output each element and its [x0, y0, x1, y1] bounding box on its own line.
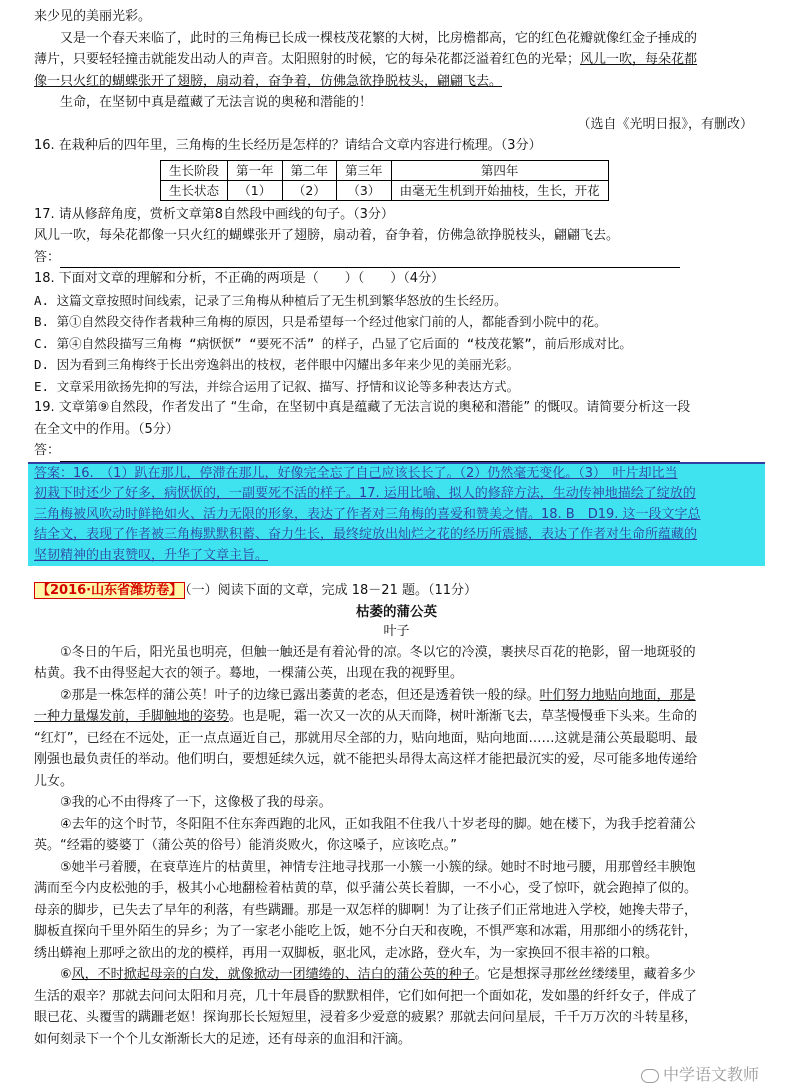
essay-line: 刚强也最负责任的举动。他们明白，要想延续久远，就不能把头昂得太高这样才能把最沉实的爱，尽可能多地传递给	[34, 752, 698, 767]
table-cell: （3）	[337, 180, 392, 200]
essay-line: 枯黄。我不由得竖起大衣的领子。蓦地，一棵蒲公英，出现在我的视野里。	[34, 666, 464, 681]
answer-key-line: 答案：16. （1）趴在那儿，停滞在那儿，好像完全忘了自己应该长长了。（2）仍然毫无变化。（3） 叶片却比当	[34, 465, 678, 481]
table-cell: 由毫无生机到开始抽枝，生长，开花	[391, 180, 608, 200]
underlined-sentence: 像一只火红的蝴蝶张开了翅膀，扇动着，奋争着，仿佛急欲挣脱枝头，翩翩飞去。	[34, 73, 503, 89]
option-e: E. 文章采用欲扬先抑的写法，并综合运用了记叙、描写、抒情和议论等多种表达方式。	[34, 378, 520, 394]
paragraph-line: 生命，在坚韧中真是蕴藏了无法言说的奥秘和潜能的！	[60, 95, 373, 110]
essay-line: ③我的心不由得疼了一下，这像极了我的母亲。	[60, 795, 332, 810]
essay-line: 一种力量爆发前，手脚触地的姿势。也是呢，霜一次又一次的从天而降，树叶渐渐飞去，草茎慢慢垂下头来。生命的	[34, 709, 698, 724]
answer-line: 答：	[34, 247, 759, 269]
essay-line: 满而至今内皮松弛的手，极其小心地翻检着枯黄的草，似乎蒲公英长着脚，一不小心，受了惊吓，就会跑掉了似的。	[34, 881, 698, 896]
answer-blank	[60, 252, 680, 268]
option-b: B. 第①自然段交待作者栽种三角梅的原因，只是希望每一个经过他家门前的人，都能香到小院中的花。	[34, 314, 607, 329]
watermark: 中学语文教师	[641, 1062, 759, 1085]
essay-line: ⑤她半弓着腰，在衰草连片的枯黄里，神情专注地寻找那一小簇一小簇的绿。她时不时地弓腰，用那曾经丰腴饱	[60, 859, 696, 875]
answer-key-line: 坚韧精神的由衷赞叹，升华了文章主旨。	[34, 547, 269, 563]
paragraph-line: 又是一个春天来临了，此时的三角梅已长成一棵枝茂花繁的大树，比房檐都高，它的红色花瓣就像红金子捶成的	[60, 30, 698, 46]
essay-line: 母亲的脚步，已失去了早年的利落，有些蹒跚。那是一双怎样的脚啊！为了让孩子们正常地进入学校，她搀夫带子，	[34, 902, 698, 918]
essay-line: ④去年的这个时节，冬阳阻不住东奔西跑的北风，正如我阻不住我八十岁老母的脚。她在楼下，为我手挖着蒲公	[60, 816, 696, 832]
essay-line: 生活的艰辛？那就去问问太阳和月亮，几十年晨昏的默默相伴，它们如何把一个面如花，发如墨的纤纤女子，伴成了	[34, 988, 698, 1004]
answer-key-line: 初栽下时还少了好多，病恹恹的，一副要死不活的样子。17. 运用比喻、拟人的修辞方法，生动传神地描绘了绽放的	[34, 486, 696, 501]
answer-key-line: 三角梅被风吹动时鲜艳如火、活力无限的形象，表达了作者对三角梅的喜爱和赞美之情。18. B D19. 这一段文字总	[34, 506, 701, 522]
table-cell: 生长状态	[161, 180, 228, 200]
underlined-sentence: 叶们努力地贴向地面，那是	[539, 687, 696, 703]
answer-key-line: 结全文，表现了作者被三角梅默默积蓄、奋力生长，最终绽放出灿烂之花的经历所震撼，表达了作者对生命所蕴藏的	[34, 527, 698, 542]
essay-line: “红灯”，已经在不远处，正一点点逼近自己，那就用尽全部的力，贴向地面，贴向地面……这就是蒲公英最聪明、最	[34, 730, 698, 746]
essay-line: 绣出蟒袍上那呼之欲出的龙的模样，再用一双脚板，驱北风，走冰路，登火车，为一家换回不很丰裕的口粮。	[34, 945, 659, 961]
section-header: 【2016·山东省潍坊卷】 （一）阅读下面的文章，完成 18－21 题。（11分）	[34, 580, 759, 602]
question-18: 18. 下面对文章的理解和分析，不正确的两项是（ ）（ ）（4分）	[34, 271, 445, 286]
question-19: 19. 文章第⑨自然段，作者发出了 “生命，在坚韧中真是蕴藏了无法言说的奥秘和潜能” 的慨叹。请简要分析这一段	[34, 400, 691, 415]
essay-line: 脚板直探向千里外陌生的异乡；为了一家老小能吃上饭，她不分白天和夜晚，不惧严寒和冰霜，用那细小的绣花针，	[34, 924, 698, 939]
essay-line: 儿女。	[34, 773, 74, 789]
question-16: 16. 在栽种后的四年里，三角梅的生长经历是怎样的？请结合文章内容进行梳理。（3分）	[34, 138, 542, 153]
table-header-cell: 第二年	[282, 160, 337, 180]
table-row	[161, 180, 609, 200]
essay-author: 叶子	[383, 623, 410, 639]
essay-line: 如何刻录下一个个儿女渐渐长大的足迹，还有母亲的血泪和汗滴。	[34, 1031, 412, 1047]
question-17: 17. 请从修辞角度，赏析文章第8自然段中画线的句子。（3分）	[34, 206, 394, 222]
table-header-cell: 第四年	[391, 160, 608, 180]
essay-title: 枯萎的蒲公英	[356, 603, 437, 620]
essay-line: 眼已花、头覆雪的蹒跚老妪！探询那长长短短里，浸着多少爱意的疲累？那就去问问星辰，千千万万次的斗转星移，	[34, 1010, 698, 1025]
exam-source-tag: 【2016·山东省潍坊卷】	[34, 582, 185, 599]
table-header-cell: 第一年	[228, 160, 283, 180]
table-header-cell: 生长阶段	[161, 160, 228, 180]
table-cell: （2）	[282, 180, 337, 200]
question-19-cont: 在全文中的作用。（5分）	[34, 421, 179, 437]
answer-key-block	[28, 462, 765, 567]
essay-line: ①冬日的午后，阳光虽也明亮，但触一触还是有着沁骨的凉。冬以它的冷漠，裹挟尽百花的艳影，留一地斑驳的	[60, 644, 696, 660]
answer-line: 答：	[34, 440, 759, 462]
source-note: （选自《光明日报》，有删改）	[577, 116, 753, 132]
table-row	[161, 160, 609, 180]
wechat-icon	[641, 1069, 659, 1083]
table-header-cell: 第三年	[337, 160, 392, 180]
option-d: D. 因为看到三角梅终于长出旁逸斜出的枝杈，老伴眼中闪耀出多年来少见的美丽光彩。	[34, 357, 520, 372]
essay-line: ②那是一株怎样的蒲公英！叶子的边缘已露出萎黄的老态，但还是透着铁一般的绿。叶们努力地贴向地面，那是	[60, 687, 696, 703]
underlined-sentence: 风儿一吹，每朵花都	[580, 52, 698, 67]
growth-table	[160, 160, 609, 201]
paragraph-line: 来少见的美丽光彩。	[34, 9, 152, 24]
underlined-sentence: 一种力量爆发前，手脚触地的姿势	[34, 709, 230, 724]
essay-line: ⑥风，不时掀起母亲的白发，就像掀动一团缱绻的、洁白的蒲公英的种子。它是想探寻那丝丝缕缕里，藏着多少	[60, 967, 696, 982]
quoted-sentence: 风儿一吹，每朵花都像一只火红的蝴蝶张开了翅膀，扇动着，奋争着，仿佛急欲挣脱枝头，翩翩飞去。	[34, 228, 620, 243]
essay-line: 英。“经霜的婆婆丁（蒲公英的俗号）能消炎败火，你这嗓子，应该吃点。”	[34, 838, 457, 853]
option-a: A. 这篇文章按照时间线索，记录了三角梅从种植后了无生机到繁华怒放的生长经历。	[34, 292, 507, 308]
paragraph-line: 薄片，只要轻轻撞击就能发出动人的声音。太阳照射的时候，它的每朵花都泛溢着红色的光晕；风儿一吹，每朵花都	[34, 52, 698, 67]
answer-blank	[60, 446, 680, 462]
table-cell: （1）	[228, 180, 283, 200]
underlined-sentence: 风，不时掀起母亲的白发，就像掀动一团缱绻的、洁白的蒲公英的种子	[71, 967, 475, 982]
option-c: C. 第④自然段描写三角梅 “病恹恹” “要死不活” 的样子，凸显了它后面的 “枝茂花繁”，前后形成对比。	[34, 335, 632, 351]
